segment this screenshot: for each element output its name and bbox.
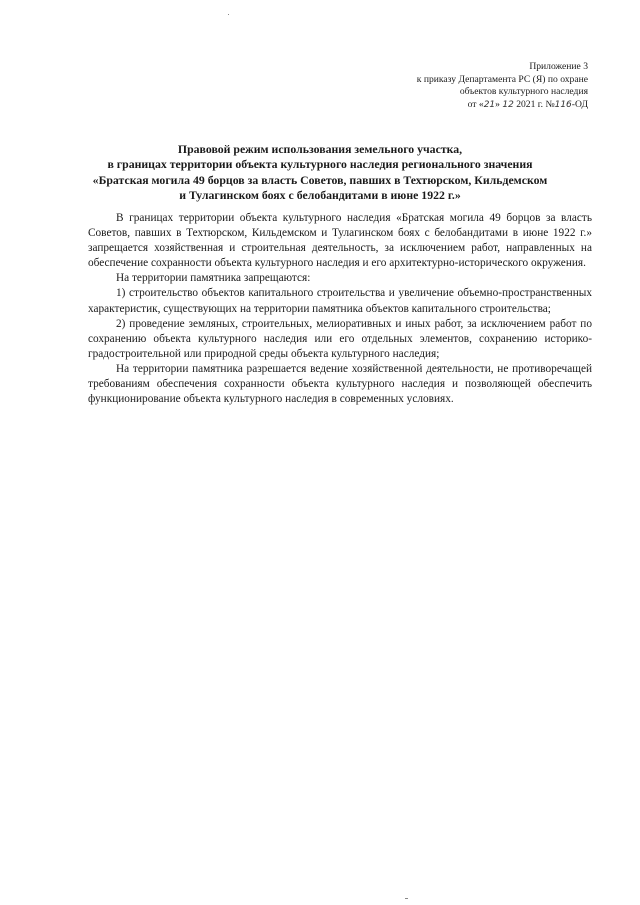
- paragraph-prohibitions-heading: На территории памятника запрещаются:: [116, 272, 311, 285]
- appendix-date-line: [288, 99, 588, 112]
- paragraph-boundaries: В границах территории объекта культурного наследия «Братская могила 49 борцов за власть Советов, павших в Техтюрском, Кильдемском и Тулагинском боях с белобандитами в июне 1922 г.» запрещается хозяйственная и строительная деятельность, за исключением работ, направленных на обеспечение сохранности объекта культурного наследия и его архитектурно-исторического окружения.: [88, 212, 592, 270]
- document-title: [80, 142, 560, 203]
- prohibition-item-2: 2) проведение земляных, строительных, мелиоративных и иных работ, за исключением работ по сохранению объекта культурного наследия или его отдельных элементов, сохранению историко-градостроительной или природной среды объекта культурного наследия;: [88, 317, 592, 360]
- title-line-4: и Тулагинском боях с белобандитами в июне 1922 г.»: [179, 187, 461, 202]
- appendix-order-subject: объектов культурного наследия: [459, 86, 588, 98]
- paragraph-permitted-activity: На территории памятника разрешается ведение хозяйственной деятельности, не противоречащей требованиям обеспечения сохранности объекта культурного наследия и позволяющей обеспечить функционирование объекта культурного наследия в современных условиях.: [88, 362, 592, 406]
- order-suffix: -ОД: [571, 98, 588, 110]
- order-number-handwritten: 116: [554, 99, 572, 110]
- scan-speck: [228, 14, 229, 15]
- date-month-handwritten: 12: [502, 99, 514, 110]
- date-prefix: от «: [467, 98, 484, 110]
- prohibition-item-1: 1) строительство объектов капитального строительства и увеличение объемно-пространственных характеристик, существующих на территории памятника объектов капитального строительства;: [88, 287, 592, 315]
- appendix-header: [288, 61, 588, 111]
- date-year: 2021 г. №: [513, 98, 555, 110]
- appendix-number: Приложение 3: [529, 61, 588, 72]
- title-line-1: Правовой режим использования земельного участка,: [177, 142, 463, 156]
- date-mid: »: [495, 98, 503, 110]
- appendix-order-ref: к приказу Департамента РС (Я) по охране: [416, 73, 588, 85]
- title-line-2: в границах территории объекта культурного наследия регионального значения: [107, 157, 533, 172]
- document-body: [88, 211, 592, 407]
- title-line-3: «Братская могила 49 борцов за власть Советов, павших в Техтюрском, Кильдемском: [92, 172, 548, 187]
- date-day-handwritten: 21: [483, 99, 496, 110]
- scan-speck: [405, 898, 408, 899]
